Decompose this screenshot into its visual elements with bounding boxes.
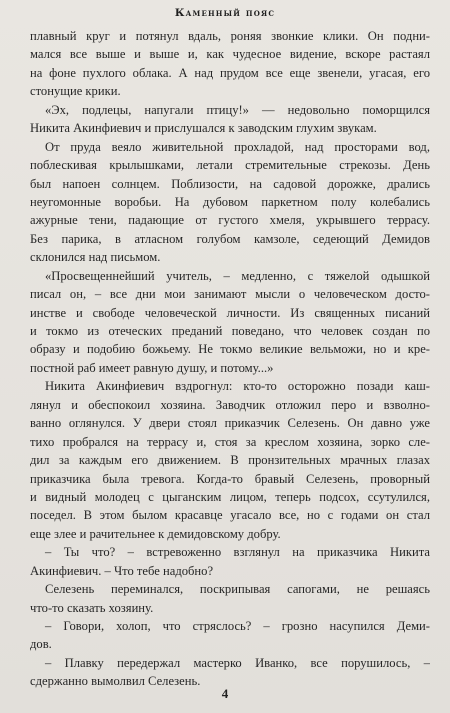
text-line: на фоне пухлого облака. А над прудом все еще звенели, угасая, его xyxy=(30,65,430,80)
text-line: писал он, – все дни мои занимают мысли о человеческом досто- xyxy=(30,287,430,302)
text-line: Никита Акинфиевич вздрогнул: кто-то осторожно позади каш- xyxy=(45,379,430,394)
text-line: и токмо из отеческих преданий поведано, что человек создан по xyxy=(30,324,430,338)
text-line: поседел. В этом былом красавце угасало все, но с годами он стал xyxy=(30,508,430,523)
text-line: дов. xyxy=(30,637,52,652)
text-line: «Эх, подлецы, напугали птицу!» — недовольно поморщился xyxy=(45,102,430,117)
body-text xyxy=(30,27,430,691)
text-line: От пруда веяло живительной прохладой, над просторами вод, xyxy=(45,139,430,154)
text-line: приказчика была тревога. Когда-то бравый Селезень, проворный xyxy=(30,471,430,486)
text-line: – Говори, холоп, что стряслось? – грозно насупился Деми- xyxy=(45,619,430,633)
text-line: тихо пробрался на террасу и, стоя за креслом хозяина, зорко сле- xyxy=(30,434,430,449)
text-line: плавный круг и потянул вдаль, роняя звонкие клики. Он подни- xyxy=(30,29,430,43)
text-line: стонущие крики. xyxy=(30,84,121,99)
text-line: Никита Акинфиевич и прислушался к заводским глухим звукам. xyxy=(30,121,377,136)
text-line: неугомонные воробьи. На дубовом паркетном полу колебались xyxy=(30,194,430,209)
text-line: инстве и свободе человеческой личности. Из священных писаний xyxy=(30,305,430,320)
text-line: постной раб имеет равную душу, и потому...» xyxy=(30,360,274,375)
text-line: был напоен солнцем. Поблизости, на садовой дорожке, дрались xyxy=(30,176,430,191)
text-line: Акинфиевич. – Что тебе надобно? xyxy=(30,563,214,578)
text-line: образу и подобию божьему. Не токмо великие вельможи, но и кре- xyxy=(30,342,430,357)
text-line: дил за каждым его движением. В пронзительных мрачных глазах xyxy=(30,453,430,468)
text-line: еще злее и рачительнее к демидовскому добру. xyxy=(30,526,281,541)
page-number: 4 xyxy=(221,686,229,701)
text-line: поблескивая крылышками, летали стремительные стрекозы. День xyxy=(30,158,430,173)
text-line: что-то сказать хозяину. xyxy=(30,600,154,615)
text-line: – Ты что? – встревоженно взглянул на приказчика Никита xyxy=(45,545,430,560)
text-line: и видный молодец с цыганским лицом, теперь подсох, ссутулился, xyxy=(30,489,430,504)
text-line: сдержанно вымолвил Селезень. xyxy=(30,674,201,689)
running-head: Каменный пояс xyxy=(174,7,276,19)
text-line: Без парика, в атласном голубом камзоле, седеющий Демидов xyxy=(30,231,430,246)
text-line: Селезень переминался, поскрипывая сапогами, не решаясь xyxy=(45,582,430,597)
text-line: склонился над письмом. xyxy=(30,250,161,265)
text-line: «Просвещеннейший учитель, – медленно, с тяжелой одышкой xyxy=(45,268,430,283)
text-line: – Плавку передержал мастерко Иванко, все порушилось, – xyxy=(45,655,430,670)
text-line: ажурные тени, падающие от густого хмеля, укрывшего террасу. xyxy=(30,213,430,228)
text-line: лянул и обеспокоил хозяина. Заводчик отложил перо и взволно- xyxy=(30,397,430,412)
text-line: мался все выше и выше и, как чудесное видение, вскоре растаял xyxy=(30,47,430,62)
text-line: ванно оглянулся. У двери стоял приказчик Селезень. Он давно уже xyxy=(30,416,430,431)
